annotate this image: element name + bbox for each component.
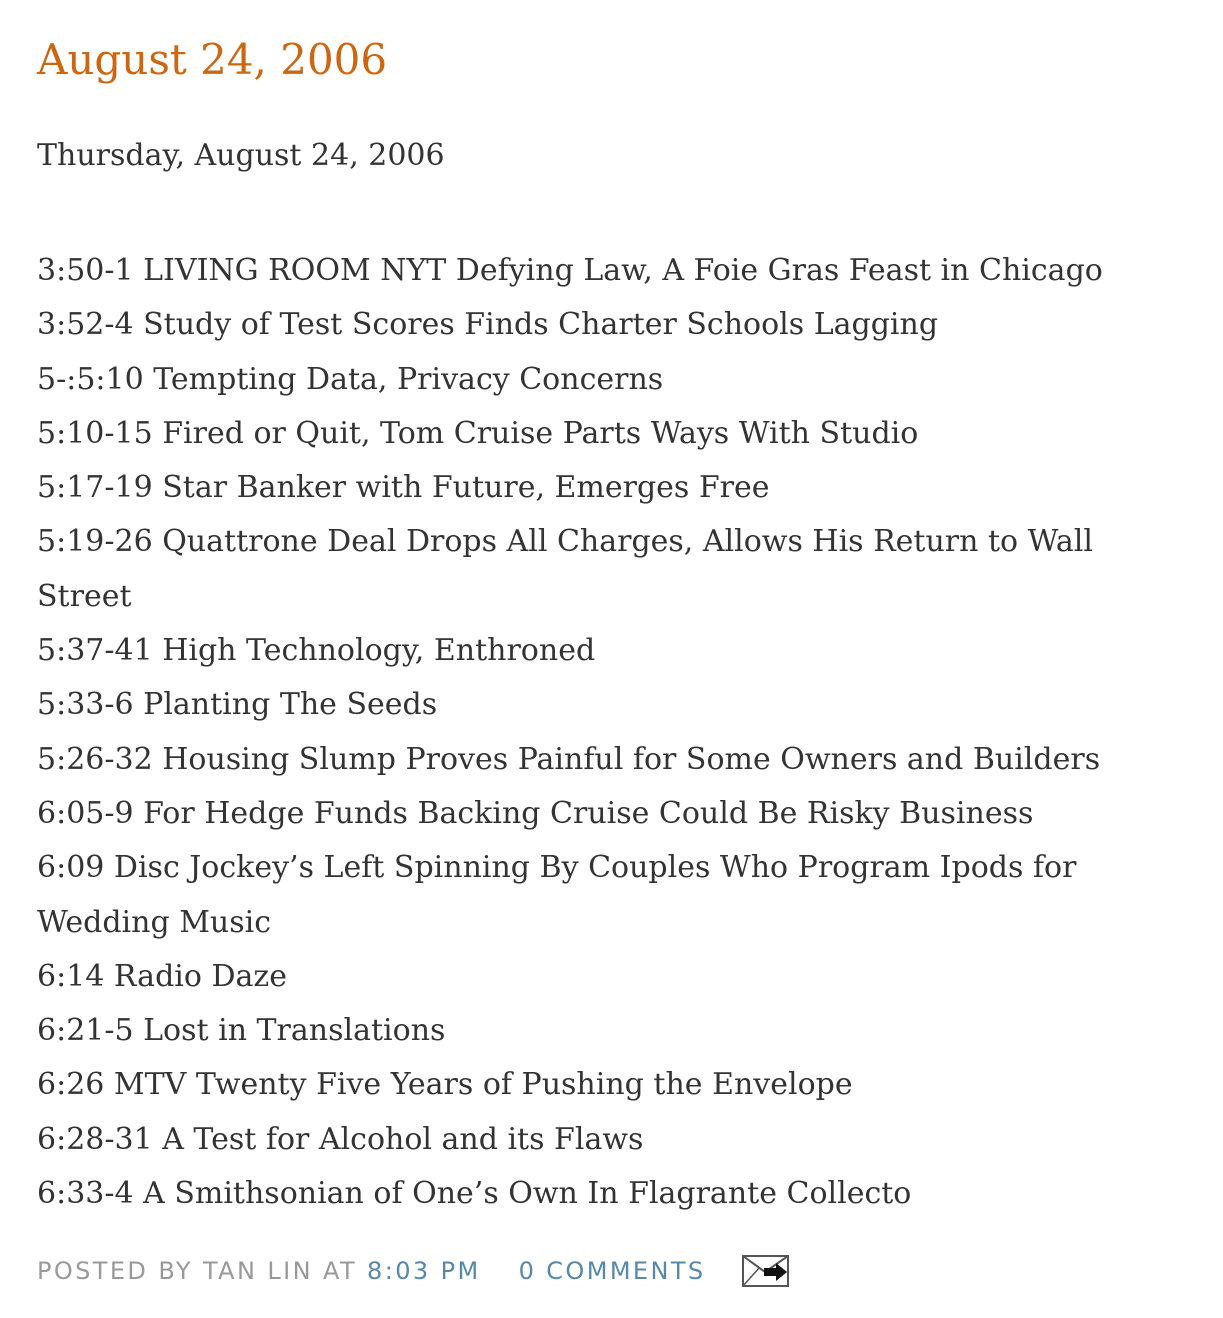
post-footer	[37, 1251, 789, 1291]
list-item: 5:10-15 Fired or Quit, Tom Cruise Parts Ways With Studio	[37, 415, 919, 451]
posted-by-label: POSTED BY TAN LIN AT	[37, 1257, 358, 1285]
list-item: 5:37-41 High Technology, Enthroned	[37, 633, 596, 669]
list-item: 3:50-1 LIVING ROOM NYT Defying Law, A Foie Gras Feast in Chicago	[37, 253, 1103, 288]
list-item: 6:21-5 Lost in Translations	[37, 1013, 446, 1049]
email-post-icon[interactable]	[742, 1255, 789, 1287]
list-item: 6:09 Disc Jockey’s Left Spinning By Couples Who Program Ipods for Wedding Music	[37, 850, 1077, 940]
list-item: 5:19-26 Quattrone Deal Drops All Charges, Allows His Return to Wall Street	[37, 524, 1093, 614]
comments-link[interactable]: 0 COMMENTS	[518, 1257, 706, 1285]
list-item: 5:17-19 Star Banker with Future, Emerges Free	[37, 470, 770, 506]
post-title: August 24, 2006	[37, 35, 388, 84]
blog-post	[37, 28, 1177, 1221]
list-item: 6:28-31 A Test for Alcohol and its Flaws	[37, 1121, 644, 1157]
post-time-link[interactable]: 8:03 PM	[367, 1257, 481, 1285]
list-item: 5:33-6 Planting The Seeds	[37, 687, 438, 723]
list-item: 3:52-4 Study of Test Scores Finds Charter Schools Lagging	[37, 307, 939, 343]
list-item: 5:26-32 Housing Slump Proves Painful for Some Owners and Builders	[37, 741, 1101, 777]
list-item: 6:33-4 A Smithsonian of One’s Own In Flagrante Collecto	[37, 1176, 912, 1212]
post-list	[37, 244, 1177, 1221]
list-item: 6:05-9 For Hedge Funds Backing Cruise Could Be Risky Business	[37, 795, 1034, 831]
list-item: 6:26 MTV Twenty Five Years of Pushing the Envelope	[37, 1067, 853, 1103]
list-item: 6:14 Radio Daze	[37, 958, 287, 994]
post-date: Thursday, August 24, 2006	[37, 138, 445, 173]
list-item: 5-:5:10 Tempting Data, Privacy Concerns	[37, 361, 664, 397]
